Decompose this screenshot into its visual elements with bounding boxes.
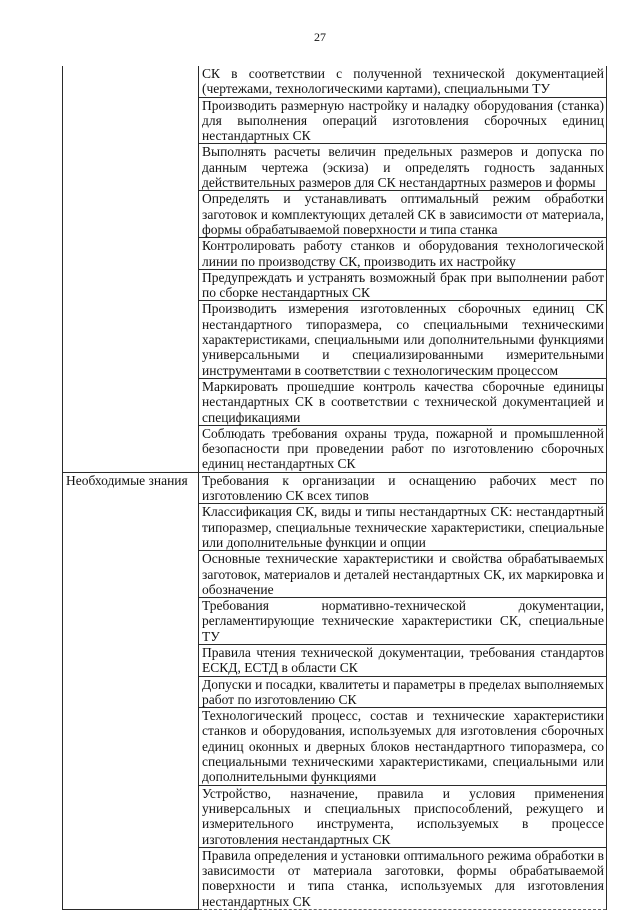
skill-item: СК в соответствии с полученной технической документацией (чертежами, технологическими картами), специальными ТУ — [199, 66, 607, 97]
table-row — [63, 66, 607, 97]
knowledge-item: Правила чтения технической документации, требования стандартов ЕСКД, ЕСТД в области СК — [199, 644, 607, 676]
knowledge-item: Требования нормативно-технической документации, регламентирующие технические характеристики СК, специальные ТУ — [199, 598, 607, 645]
knowledge-item: Правила определения и установки оптимального режима обработки в зависимости от материала заготовки, формы обрабатываемой поверхности и типа станка, используемых для изготовления нестандартных СК — [199, 847, 607, 909]
knowledge-item: Технологический процесс, состав и технические характеристики станков и оборудования, используемых для изготовления сборочных единиц оконных и дверных блоков нестандартного типоразмера, со специальными техническими характеристиками, специальными или дополнительными функциями — [199, 708, 607, 785]
skill-item: Производить измерения изготовленных сборочных единиц СК нестандартного типоразмера, со специальными техническими характеристиками, специальными или дополнительными функциями универсальными и специализированными измерительными инструментами в соответствии с технологическим процессом — [199, 301, 607, 378]
competency-table — [62, 66, 607, 910]
skill-item: Определять и устанавливать оптимальный режим обработки заготовок и комплектующих деталей СК в зависимости от материала, формы обрабатываемой поверхности и типа станка — [199, 191, 607, 238]
knowledge-item: Допуски и посадки, квалитеты и параметры в пределах выполняемых работ по изготовлению СК — [199, 676, 607, 708]
skill-item: Соблюдать требования охраны труда, пожарной и промышленной безопасности при проведении работ по изготовлению сборочных единиц нестандартных СК — [199, 425, 607, 472]
knowledge-item: Требования к организации и оснащению рабочих мест по изготовлению СК всех типов — [199, 472, 607, 504]
knowledge-item: Устройство, назначение, правила и условия применения универсальных и специальных приспособлений, режущего и измерительного инструмента, используемых в процессе изготовления нестандартных СК — [199, 785, 607, 847]
skill-item: Производить размерную настройку и наладку оборудования (станка) для выполнения операций изготовления сборочных единиц нестандартных СК — [199, 97, 607, 144]
section-label-cell — [63, 66, 199, 472]
table-row — [63, 472, 607, 504]
skill-item: Контролировать работу станков и оборудования технологической линии по производству СК, производить их настройку — [199, 238, 607, 270]
knowledge-item: Классификация СК, виды и типы нестандартных СК: нестандартный типоразмер, специальные технические характеристики, специальные или дополнительные функции и опции — [199, 504, 607, 551]
skill-item: Маркировать прошедшие контроль качества сборочные единицы нестандартных СК в соответствии с технической документацией и спецификациями — [199, 378, 607, 425]
page-number: 27 — [314, 30, 326, 44]
skill-item: Предупреждать и устранять возможный брак при выполнении работ по сборке нестандартных СК — [199, 269, 607, 301]
skill-item: Выполнять расчеты величин предельных размеров и допуска по данным чертежа (эскиза) и определять годность заданных действительных размеров для СК нестандартных размеров и формы — [199, 144, 607, 191]
knowledge-item: Основные технические характеристики и свойства обрабатываемых заготовок, материалов и деталей нестандартных СК, их маркировка и обозначение — [199, 551, 607, 598]
section-label-knowledge: Необходимые знания — [63, 472, 199, 909]
